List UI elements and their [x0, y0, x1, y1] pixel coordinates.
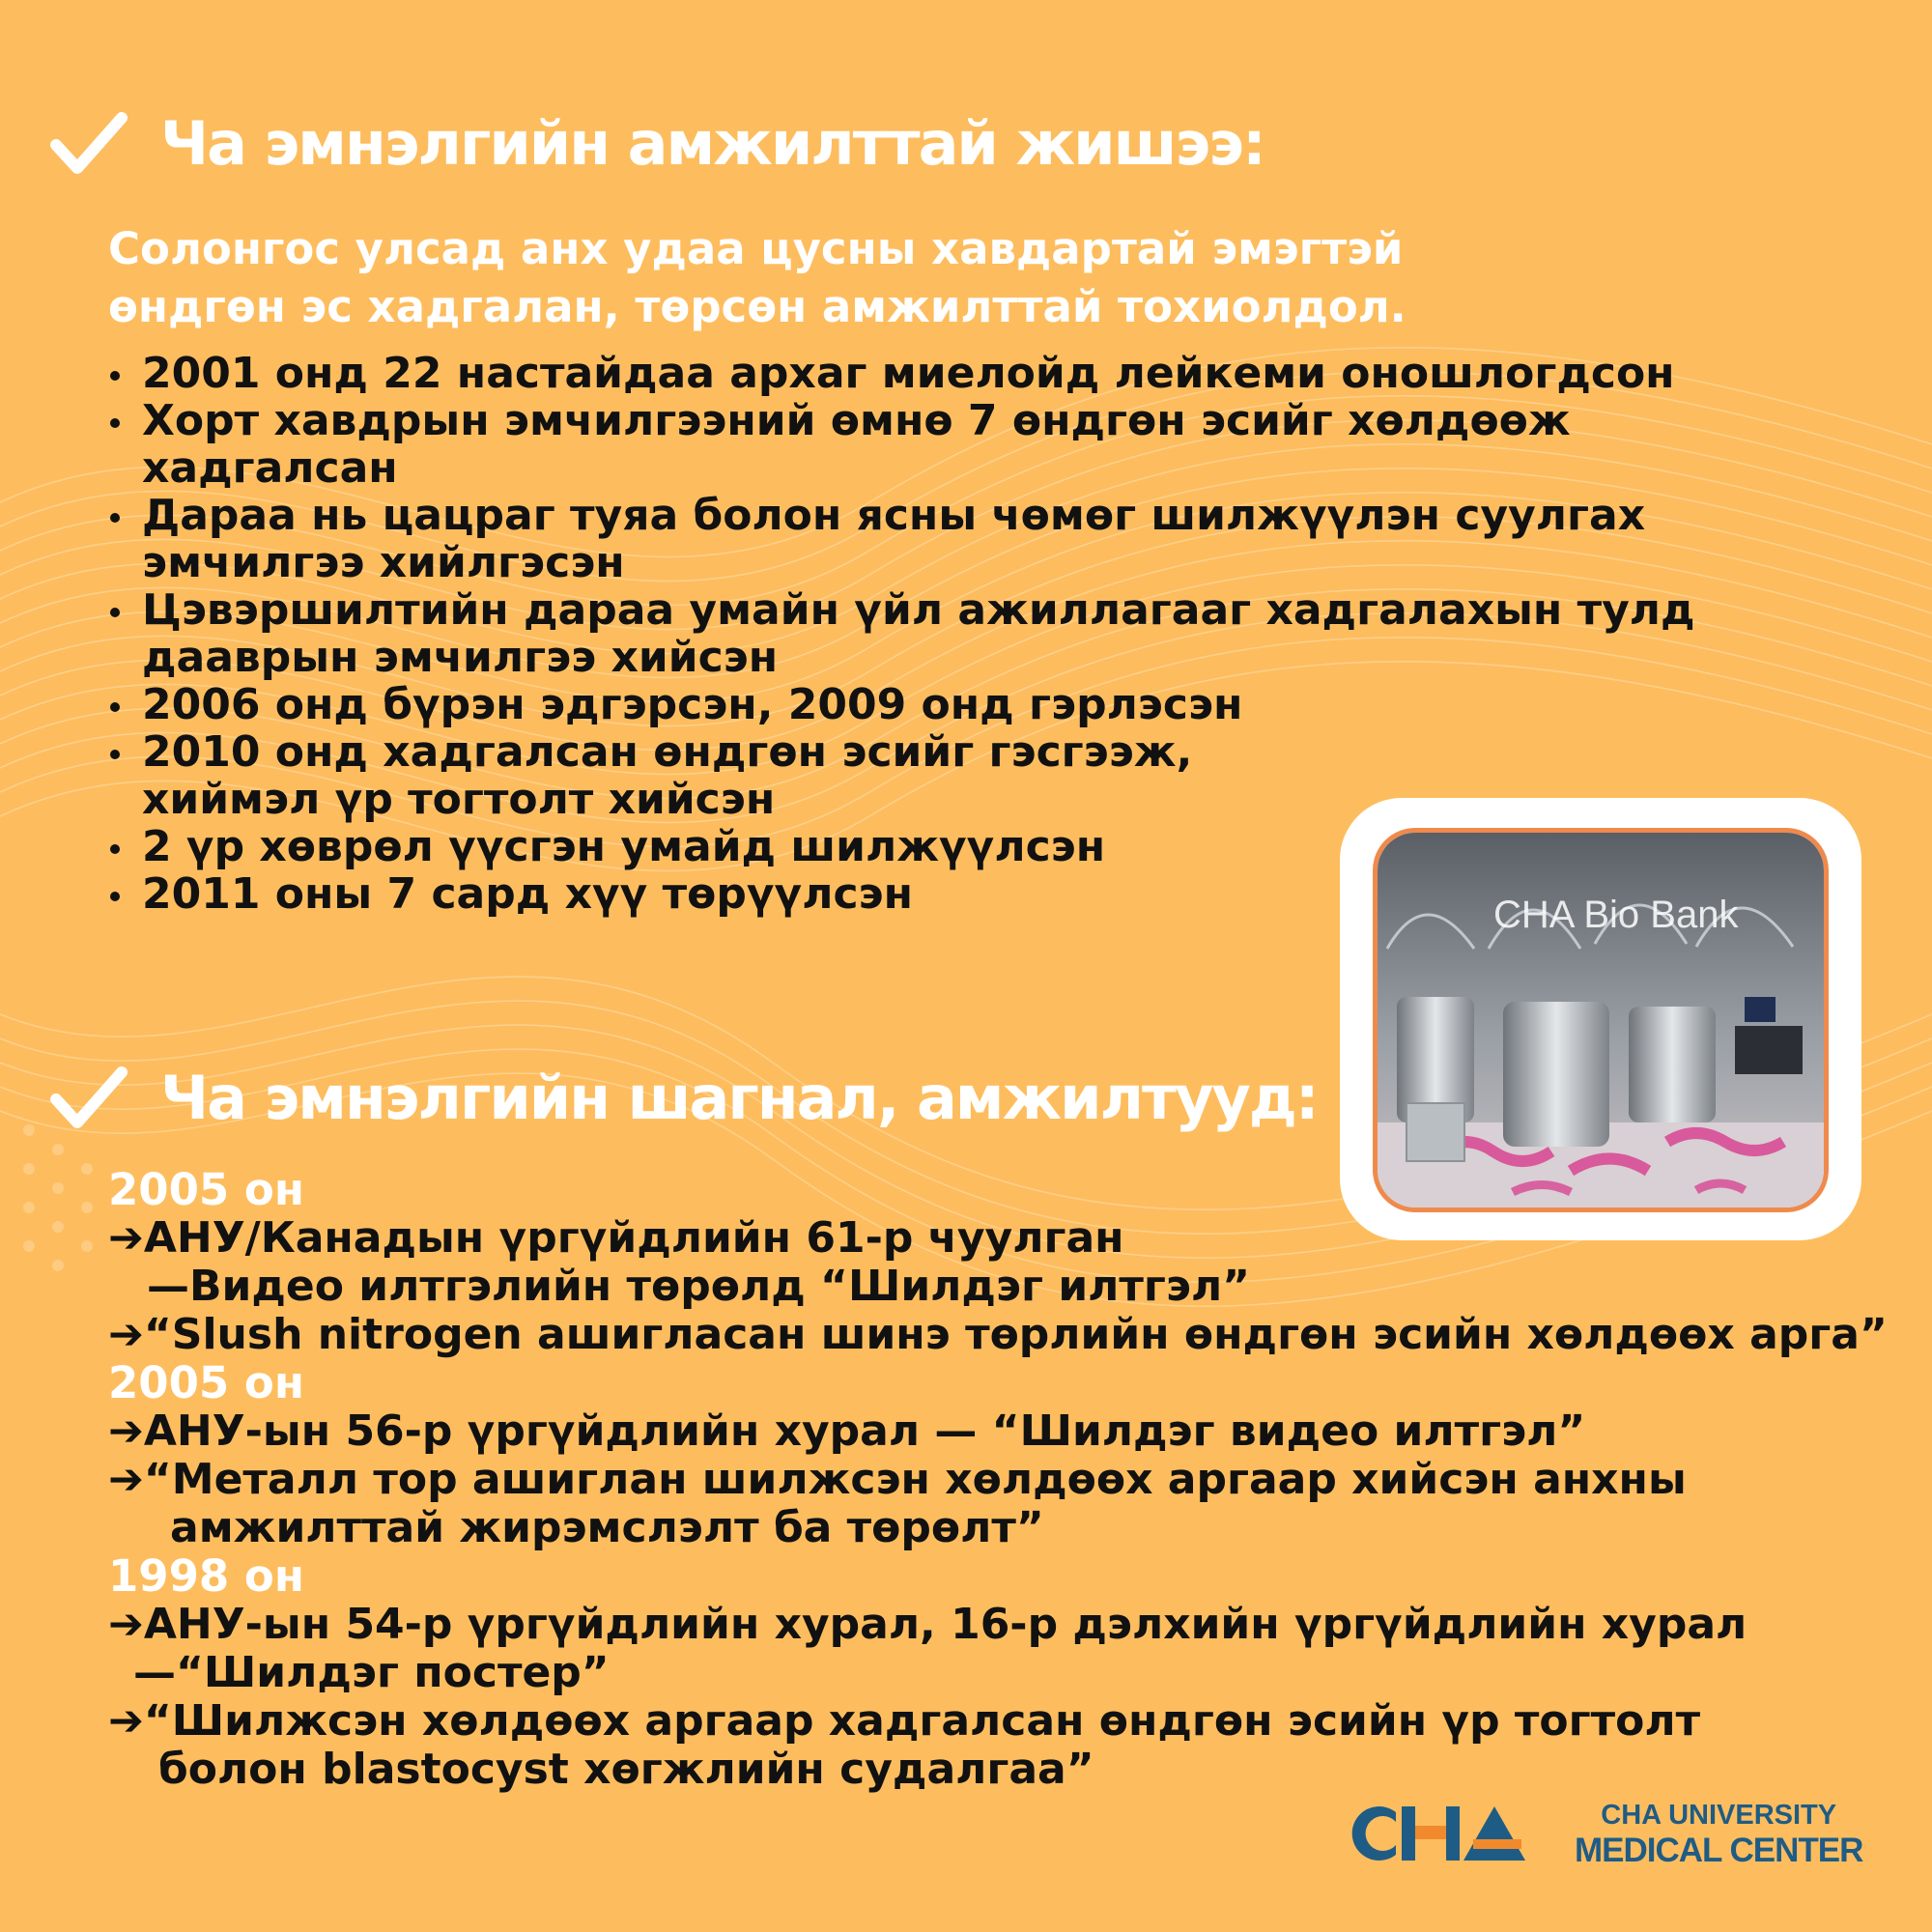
award-line: ➔“Шилжсэн хөлдөөх аргаар хадгалсан өндгөн эсийн үр тогтолт: [108, 1696, 1701, 1746]
award-line: ➔АНУ/Канадын үргүйдлийн 61-р чуулган: [108, 1213, 1124, 1263]
list-item: [108, 350, 1799, 397]
list-item-text: Хорт хавдрын эмчилгээний өмнө 7 өндгөн эсийг хөлдөөж: [142, 396, 1571, 445]
list-item: [108, 681, 1799, 728]
list-item-text: хадгалсан: [142, 443, 398, 493]
photo-sign-text: CHA Bio Bank: [1493, 894, 1739, 936]
award-line: болон blastocyst хөгжлийн судалгаа”: [158, 1745, 1094, 1794]
award-line: амжилттай жирэмслэлт ба төрөлт”: [170, 1503, 1044, 1552]
cha-logo: [1338, 1799, 1864, 1868]
list-item: [108, 397, 1799, 492]
logo-line: CHA UNIVERSITY: [1601, 1800, 1837, 1831]
section-heading-success-case: [50, 108, 1264, 179]
list-item-text: Дараа нь цацраг туяа болон ясны чөмөг шилжүүлэн суулгах: [142, 491, 1646, 540]
list-item-text: дааврын эмчилгээ хийсэн: [142, 633, 779, 682]
cha-logo-mark: [1338, 1803, 1531, 1864]
list-item: [108, 492, 1799, 586]
list-item-text: эмчилгээ хийлгэсэн: [142, 538, 625, 587]
list-item-text: хиймэл үр тогтолт хийсэн: [142, 775, 776, 824]
list-item-text: 2010 онд хадгалсан өндгөн эсийг гэсгээж,: [142, 727, 1193, 777]
award-line: —Видео илтгэлийн төрөлд “Шилдэг илтгэл”: [147, 1262, 1251, 1311]
logo-line: MEDICAL CENTER: [1575, 1832, 1863, 1869]
list-item: [108, 586, 1799, 681]
award-line: ➔“Slush nitrogen ашигласан шинэ төрлийн өндгөн эсийн хөлдөөх арга”: [108, 1310, 1888, 1359]
intro-line: Солонгос улсад анх удаа цусны хавдартай эмэгтэй: [108, 223, 1404, 274]
award-year: 2005 он: [108, 1357, 304, 1408]
section-title: Ча эмнэлгийн шагнал, амжилтууд:: [160, 1063, 1318, 1133]
intro-text: [108, 220, 1557, 336]
section-title: Ча эмнэлгийн амжилттай жишээ:: [160, 108, 1264, 179]
awards-list: [108, 1166, 1915, 1794]
logo-text: [1575, 1799, 1862, 1870]
biobank-photo: [1373, 828, 1829, 1212]
award-line: ➔“Металл тор ашиглан шилжсэн хөлдөөх аргаар хийсэн анхны: [108, 1455, 1687, 1504]
award-line: ➔АНУ-ын 56-р үргүйдлийн хурал — “Шилдэг видео илтгэл”: [108, 1406, 1586, 1456]
list-item-text: 2011 оны 7 сард хүү төрүүлсэн: [142, 869, 914, 919]
checkmark-icon: [50, 110, 128, 178]
award-year: 1998 он: [108, 1550, 304, 1602]
list-item-text: 2001 онд 22 настайдаа архаг миелойд лейкеми оношлогдсон: [142, 349, 1675, 398]
list-item-text: Цэвэршилтийн дараа умайн үйл ажиллагааг хадгалахын тулд: [142, 585, 1695, 635]
award-line: ➔АНУ-ын 54-р үргүйдлийн хурал, 16-р дэлхийн үргүйдлийн хурал: [108, 1600, 1747, 1649]
section-heading-awards: [50, 1063, 1318, 1133]
list-item-text: 2 үр хөврөл үүсгэн умайд шилжүүлсэн: [142, 822, 1106, 871]
intro-line: өндгөн эс хадгалан, төрсөн амжилттай тохиолдол.: [108, 281, 1406, 332]
checkmark-icon: [50, 1065, 128, 1132]
list-item-text: 2006 онд бүрэн эдгэрсэн, 2009 онд гэрлэсэн: [142, 680, 1243, 729]
award-line: —“Шилдэг постер”: [133, 1648, 610, 1697]
award-year: 2005 он: [108, 1164, 304, 1215]
